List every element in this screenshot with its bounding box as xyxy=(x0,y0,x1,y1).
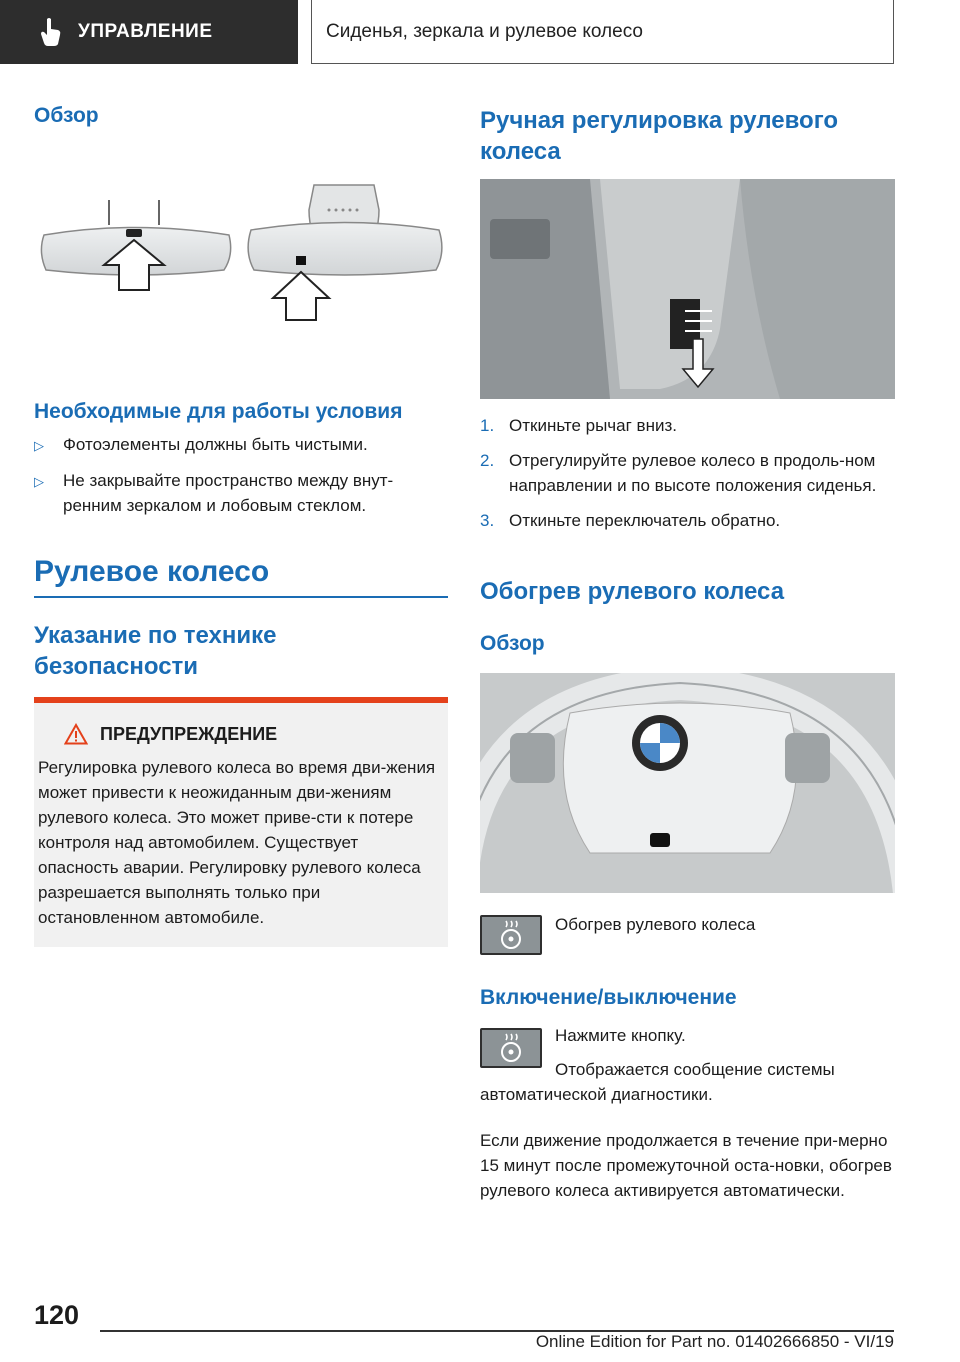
steering-heat-icon xyxy=(482,917,540,953)
steps-list xyxy=(480,413,895,533)
conditions-heading: Необходимые для работы условия xyxy=(34,400,403,423)
list-item: ▷ Фотоэлементы должны быть чистыми. xyxy=(34,432,448,458)
hand-pointer-icon xyxy=(40,17,62,47)
heating-overview-heading: Обзор xyxy=(480,632,545,655)
message-text-line1: Отображается сообщение системы xyxy=(555,1060,835,1079)
steering-wheel-illustration xyxy=(480,673,895,893)
heating-icon-label: Обогрев рулевого колеса xyxy=(555,915,756,934)
manual-adjust-heading: Ручная регулировка рулевого колеса xyxy=(480,107,839,165)
header-section-tab xyxy=(0,0,298,64)
message-text-line2: автоматической диагностики. xyxy=(480,1085,713,1104)
page-number: 120 xyxy=(34,1300,80,1330)
steering-heat-button[interactable] xyxy=(480,915,542,955)
steering-heat-button-2[interactable] xyxy=(480,1028,542,1068)
warning-title: ПРЕДУПРЕЖДЕНИЕ xyxy=(100,723,278,744)
header-section-label: УПРАВЛЕНИЕ xyxy=(78,21,213,42)
section-title-rule xyxy=(34,596,448,598)
list-item: ▷ Не закрывайте пространство между внут- ренним зеркалом и лобовым стеклом. xyxy=(34,468,448,518)
press-button-text: Нажмите кнопку. xyxy=(555,1026,686,1045)
list-item: 3. Откиньте переключатель обратно. xyxy=(480,511,781,530)
auto-activation-text: Если движение продолжается в течение при-мерно 15 минут после промежуточной оста-новки, обогрев рулевого колеса активируется автоматически. xyxy=(480,1131,892,1200)
steering-lever-illustration xyxy=(480,179,895,399)
steering-heat-icon xyxy=(482,1030,540,1066)
warning-box xyxy=(34,697,448,947)
triangle-bullet-icon: ▷ xyxy=(34,474,44,489)
safety-heading: Указание по технике безопасности xyxy=(34,622,277,680)
header-subsection: Сиденья, зеркала и рулевое колесо xyxy=(311,0,894,64)
triangle-bullet-icon: ▷ xyxy=(34,438,44,453)
section-title: Рулевое колесо xyxy=(34,555,270,588)
list-item: 2. Отрегулируйте рулевое колесо в продоль-ном направлении и по высоте положения сиденья. xyxy=(480,451,877,495)
heating-heading: Обогрев рулевого колеса xyxy=(480,578,785,605)
warning-text: Регулировка рулевого колеса во время дви-жения может привести к неожиданным дви-жениям рулевого колеса. Это может приве-сти к потере контроля над автомобилем. Существует опасность аварии. Регулировку рулевого колеса разрешается выполнять только при остановленном автомобиле. xyxy=(38,758,436,927)
rear-mirror-illustration xyxy=(34,180,448,330)
list-item: 1. Откиньте рычаг вниз. xyxy=(480,416,677,435)
onoff-heading: Включение/выключение xyxy=(480,986,737,1009)
warning-triangle-icon xyxy=(64,723,88,745)
conditions-list xyxy=(34,432,448,518)
overview-heading: Обзор xyxy=(34,104,99,127)
footer-edition: Online Edition for Part no. 01402666850 - VI/19 xyxy=(535,1332,894,1351)
